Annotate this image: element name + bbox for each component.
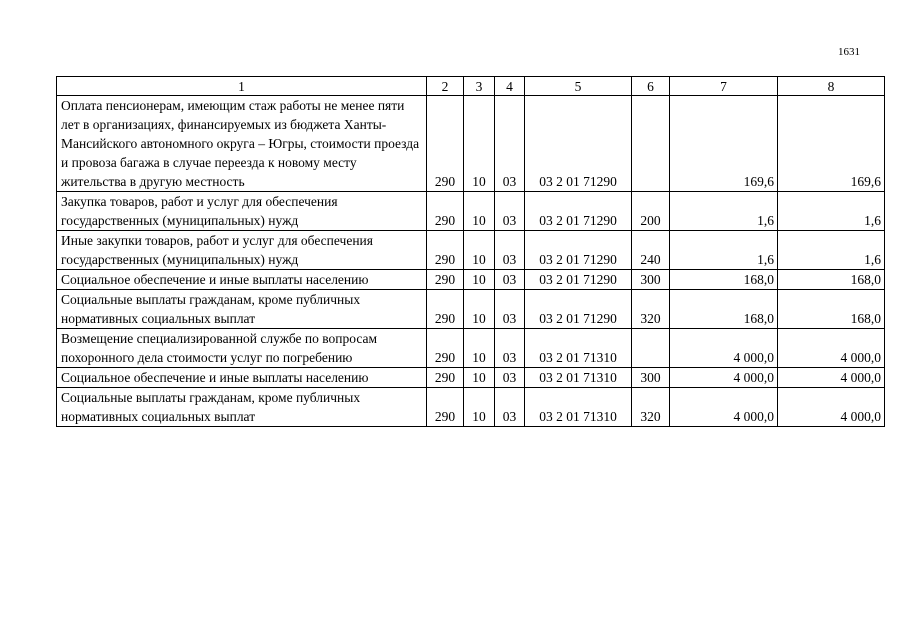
row-col5: 03 2 01 71290 <box>525 231 632 270</box>
row-name: Закупка товаров, работ и услуг для обеспечения государственных (муниципальных) нужд <box>57 192 427 231</box>
table-row <box>57 329 885 368</box>
row-col4: 03 <box>495 329 525 368</box>
row-col7: 1,6 <box>670 192 778 231</box>
row-name: Социальное обеспечение и иные выплаты населению <box>57 368 427 388</box>
row-name: Социальные выплаты гражданам, кроме публичных нормативных социальных выплат <box>57 388 427 427</box>
column-header-3: 3 <box>464 77 495 96</box>
row-name: Социальные выплаты гражданам, кроме публичных нормативных социальных выплат <box>57 290 427 329</box>
row-col2: 290 <box>427 231 464 270</box>
row-col7: 1,6 <box>670 231 778 270</box>
row-name: Социальное обеспечение и иные выплаты населению <box>57 270 427 290</box>
row-col8: 1,6 <box>778 231 885 270</box>
column-header-5: 5 <box>525 77 632 96</box>
row-col5: 03 2 01 71290 <box>525 290 632 329</box>
row-col7: 168,0 <box>670 270 778 290</box>
row-col4: 03 <box>495 96 525 192</box>
page-number: 1631 <box>838 46 860 58</box>
column-header-8: 8 <box>778 77 885 96</box>
row-col4: 03 <box>495 231 525 270</box>
column-header-6: 6 <box>632 77 670 96</box>
row-col8: 169,6 <box>778 96 885 192</box>
row-col3: 10 <box>464 192 495 231</box>
row-col8: 168,0 <box>778 270 885 290</box>
row-col5: 03 2 01 71290 <box>525 96 632 192</box>
row-col3: 10 <box>464 96 495 192</box>
row-col3: 10 <box>464 290 495 329</box>
table-row <box>57 270 885 290</box>
column-header-7: 7 <box>670 77 778 96</box>
row-col8: 4 000,0 <box>778 368 885 388</box>
row-col7: 168,0 <box>670 290 778 329</box>
column-header-2: 2 <box>427 77 464 96</box>
row-name: Возмещение специализированной службе по вопросам похоронного дела стоимости услуг по погребению <box>57 329 427 368</box>
row-col3: 10 <box>464 231 495 270</box>
row-col4: 03 <box>495 368 525 388</box>
row-col6 <box>632 329 670 368</box>
row-col8: 1,6 <box>778 192 885 231</box>
row-col6: 320 <box>632 290 670 329</box>
row-col5: 03 2 01 71310 <box>525 368 632 388</box>
table-row <box>57 368 885 388</box>
row-col6: 320 <box>632 388 670 427</box>
row-col3: 10 <box>464 329 495 368</box>
row-col5: 03 2 01 71310 <box>525 329 632 368</box>
table-row <box>57 388 885 427</box>
row-col3: 10 <box>464 388 495 427</box>
row-col7: 4 000,0 <box>670 368 778 388</box>
row-col5: 03 2 01 71290 <box>525 192 632 231</box>
table-row <box>57 290 885 329</box>
row-col7: 4 000,0 <box>670 388 778 427</box>
row-name: Иные закупки товаров, работ и услуг для обеспечения государственных (муниципальных) нужд <box>57 231 427 270</box>
row-col2: 290 <box>427 192 464 231</box>
column-header-4: 4 <box>495 77 525 96</box>
row-col6: 240 <box>632 231 670 270</box>
table-row <box>57 192 885 231</box>
budget-table <box>56 76 885 427</box>
row-col4: 03 <box>495 270 525 290</box>
row-col6: 300 <box>632 368 670 388</box>
column-header-1: 1 <box>57 77 427 96</box>
row-col5: 03 2 01 71290 <box>525 270 632 290</box>
row-col2: 290 <box>427 388 464 427</box>
row-col4: 03 <box>495 290 525 329</box>
row-col7: 4 000,0 <box>670 329 778 368</box>
row-col6: 300 <box>632 270 670 290</box>
row-col8: 168,0 <box>778 290 885 329</box>
row-col6: 200 <box>632 192 670 231</box>
row-col2: 290 <box>427 368 464 388</box>
row-col7: 169,6 <box>670 96 778 192</box>
table-row <box>57 231 885 270</box>
row-col4: 03 <box>495 192 525 231</box>
row-col2: 290 <box>427 96 464 192</box>
table-header-row <box>57 77 885 96</box>
row-col3: 10 <box>464 270 495 290</box>
row-col4: 03 <box>495 388 525 427</box>
table-row <box>57 96 885 192</box>
row-col8: 4 000,0 <box>778 329 885 368</box>
row-col6 <box>632 96 670 192</box>
row-col8: 4 000,0 <box>778 388 885 427</box>
row-col2: 290 <box>427 290 464 329</box>
row-col5: 03 2 01 71310 <box>525 388 632 427</box>
row-col2: 290 <box>427 270 464 290</box>
row-name: Оплата пенсионерам, имеющим стаж работы не менее пяти лет в организациях, финансируемых из бюджета Ханты-Мансийского автономного округа – Югры, стоимости проезда и провоза багажа в случае переезда к новому месту жительства в другую местность <box>57 96 427 192</box>
row-col3: 10 <box>464 368 495 388</box>
row-col2: 290 <box>427 329 464 368</box>
